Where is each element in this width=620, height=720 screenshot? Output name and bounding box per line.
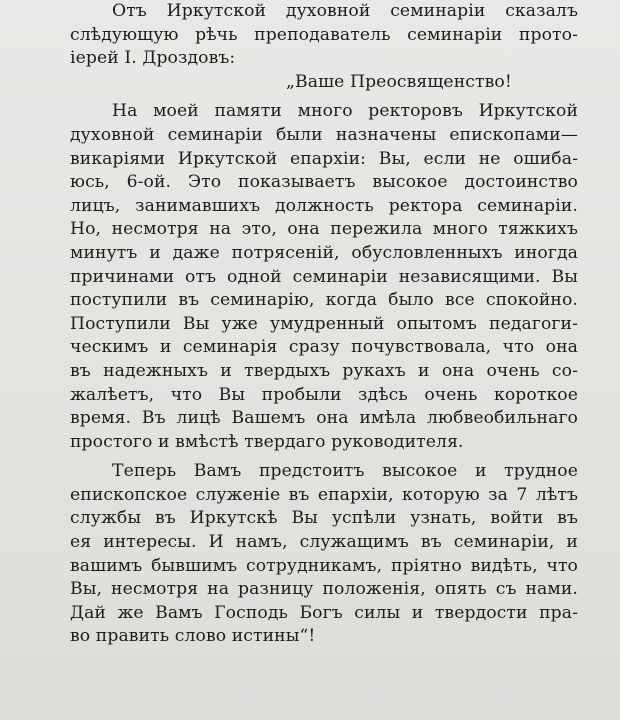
text-line: жалѣетъ, что Вы пробыли здѣсь очень короткое	[70, 384, 578, 405]
text-line: вашимъ бывшимъ сотрудникамъ, пріятно видѣть, что	[70, 555, 578, 576]
paragraph-intro	[70, 0, 578, 71]
text-block	[70, 0, 578, 649]
text-line: Отъ Иркутской духовной семинаріи сказалъ	[112, 1, 578, 21]
text-line: епископское служеніе въ епархіи, которую за 7 лѣтъ	[70, 484, 578, 505]
text-line: службы въ Иркутскѣ Вы успѣли узнать, войти въ	[70, 508, 578, 529]
salutation-line: „Ваше Преосвященство!	[286, 71, 512, 92]
text-line: причинами отъ одной семинаріи независящими. Вы	[70, 266, 578, 287]
text-line: Вы, несмотря на разницу положенія, опять съ нами.	[70, 579, 578, 600]
text-line: поступили въ семинарію, когда было все спокойно.	[70, 290, 578, 311]
text-line: Но, несмотря на это, она пережила много тяжкихъ	[70, 219, 578, 240]
text-line: юсь, 6-ой. Это показываетъ высокое достоинство	[70, 172, 578, 193]
text-line: минутъ и даже потрясеній, обусловленныхъ иногда	[70, 242, 578, 263]
text-line: викаріями Иркутской епархіи: Вы, если не ошиба-	[70, 148, 578, 169]
text-line: Поступили Вы уже умудренный опытомъ педагоги-	[70, 313, 578, 334]
paragraph-body-1	[70, 100, 578, 454]
text-line: простого и вмѣстѣ твердаго руководителя.	[70, 431, 464, 452]
text-line: лицъ, занимавшихъ должность ректора семинаріи.	[70, 195, 578, 216]
text-line: Теперь Вамъ предстоитъ высокое и трудное	[112, 461, 578, 482]
text-line: ея интересы. И намъ, служащимъ въ семинаріи, и	[70, 532, 578, 553]
paragraph-body-2	[70, 460, 578, 649]
text-line: Дай же Вамъ Господь Богъ силы и твердости пра-	[70, 602, 578, 623]
text-line: духовной семинаріи были назначены епископами—	[70, 124, 578, 145]
text-line: іерей І. Дроздовъ:	[70, 48, 236, 69]
text-line: ческимъ и семинарія сразу почувствовала, что она	[70, 337, 578, 358]
salutation	[70, 71, 578, 95]
text-line: слѣдующую рѣчь преподаватель семинаріи прото-	[70, 24, 578, 45]
text-line: въ надежныхъ и твердыхъ рукахъ и она очень со-	[70, 360, 578, 381]
text-line: во править слово истины“!	[70, 626, 316, 647]
text-line: На моей памяти много ректоровъ Иркутской	[112, 101, 578, 122]
text-line: время. Въ лицѣ Вашемъ она имѣла любвеобильнаго	[70, 408, 578, 429]
